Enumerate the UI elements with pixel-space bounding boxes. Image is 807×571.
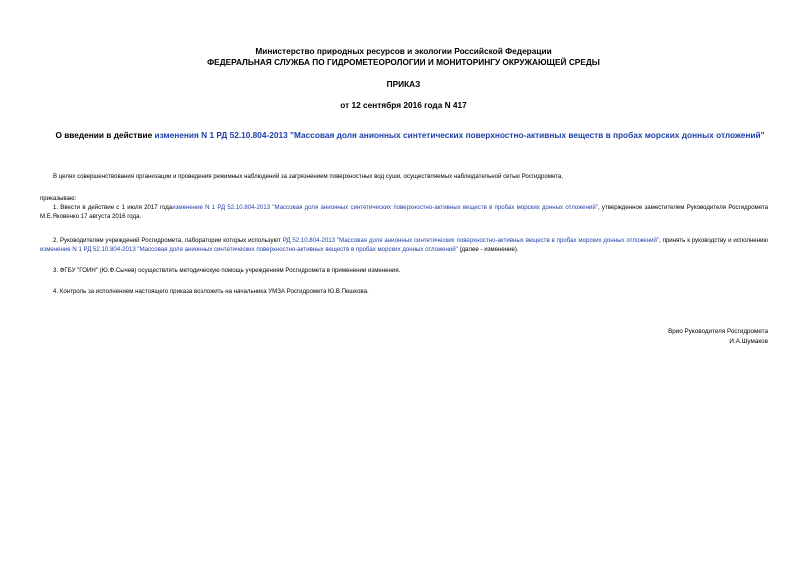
date-number: от 12 сентября 2016 года N 417: [340, 100, 467, 110]
service-heading: ФЕДЕРАЛЬНАЯ СЛУЖБА ПО ГИДРОМЕТЕОРОЛОГИИ И МОНИТОРИНГУ ОКРУЖАЮЩЕЙ СРЕДЫ: [207, 57, 600, 67]
signature-name: И.А.Шумаков: [729, 338, 768, 345]
item-3: 3. ФГБУ "ГОИН" (Ю.Ф.Сычев) осуществлять методическую помощь учреждениям Росгидромета в применении изменения.: [53, 267, 401, 274]
item-2-link-1[interactable]: РД 52.10.804-2013 "Массовая доля анионных синтетических поверхностно-активных веществ в пробах морских донных отложений": [282, 237, 660, 244]
item-2: [40, 236, 768, 254]
item-1-pre: 1. Ввести в действие с 1 июля 2017 года: [53, 204, 173, 211]
ministry-heading: Министерство природных ресурсов и экологии Российской Федерации: [255, 46, 552, 56]
title-link[interactable]: изменения N 1 РД 52.10.804-2013 "Массовая доля анионных синтетических поверхностно-активных веществ в пробах морских донных отложений": [154, 130, 765, 140]
item-1-post: , утвержденное заместителем Руководителя Росгидромета М.Е.Яковенко 17 августа 2016 года.: [40, 204, 769, 220]
document-type: ПРИКАЗ: [386, 79, 421, 89]
title-prefix: О введении в действие: [55, 130, 155, 140]
item-4: 4. Контроль за исполнением настоящего приказа возложить на начальника УМЗА Росгидромета Ю.В.Пешкова.: [53, 288, 369, 295]
item-1-link[interactable]: изменение N 1 РД 52.10.804-2013 "Массовая доля анионных синтетических поверхностно-активных веществ в пробах морских донных отложений": [172, 204, 598, 211]
item-2-mid: , принять к руководству и исполнению: [659, 237, 769, 244]
item-2-post: (далее - изменение).: [457, 246, 519, 253]
document-title: [40, 130, 780, 141]
item-2-pre: 2. Руководителям учреждений Росгидромета, лаборатории которых используют: [53, 237, 283, 244]
signature-position: Врио Руководителя Росгидромета: [668, 328, 768, 335]
item-2-link-2[interactable]: изменение N 1 РД 52.10.804-2013 "Массовая доля анионных синтетических поверхностно-активных веществ в пробах морских донных отложений": [40, 246, 458, 253]
intro-paragraph: В целях совершенствования организации и проведения режимных наблюдений за загрязнением поверхностных вод суши, осуществляемых наблюдательной сетью Росгидромета,: [53, 173, 563, 180]
order-word: приказываю:: [40, 195, 77, 202]
item-1: [40, 203, 768, 221]
